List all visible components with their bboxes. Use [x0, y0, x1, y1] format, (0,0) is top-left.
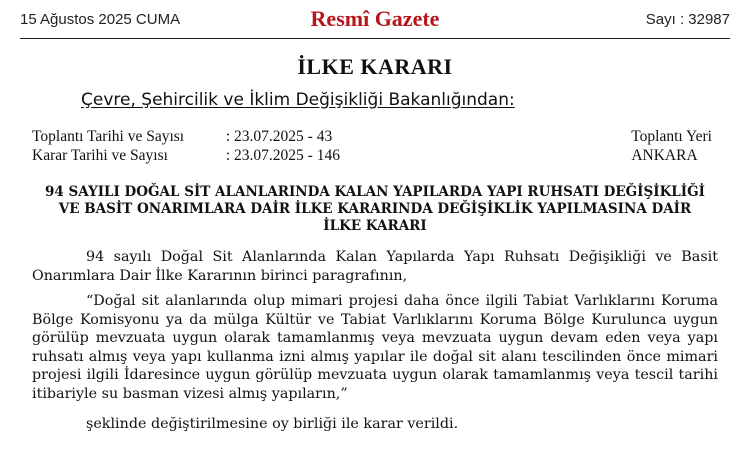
document-type: İLKE KARARI: [297, 54, 453, 79]
decision-value: : 23.07.2025 - 146: [225, 147, 340, 164]
gazette-title: Resmî Gazete: [310, 6, 440, 31]
meeting-value: : 23.07.2025 - 43: [225, 128, 333, 145]
decision-row: [32, 147, 340, 165]
quoted-amendment: “Doğal sit alanlarında olup mimari projesi daha önce ilgili Tabiat Varlıklarını Koruma Bölge Komisyonu ya da mülga Kültür ve Tabiat Varlıklarını Koruma Bölge Kurulunca uygun görülüp mevzuata uygun olarak tamamlanmış veya mevzuata uygun devam eden veya yapı ruhsatı almış veya yapı kullanma izni almış yapılar ile doğal sit alanı tescilinden önce mimari projesi ilgili İdaresince uygun görülüp mevzuata uygun olarak tamamlanmış veya tescil tarihi itibariyle su basman vizesi almış yapıların,”: [32, 293, 718, 402]
meeting-label: Toplantı Tarihi ve Sayısı: [32, 128, 185, 145]
meeting-place-value: ANKARA: [631, 147, 698, 164]
header-divider: [20, 38, 730, 39]
gazette-header: [20, 6, 730, 36]
meeting-row: [32, 128, 332, 146]
issue-number: Sayı : 32987: [645, 11, 730, 28]
closing-sentence: şeklinde değiştirilmesine oy birliği ile karar verildi.: [86, 416, 459, 432]
ministry-name: Çevre, Şehircilik ve İklim Değişikliği Bakanlığından:: [81, 90, 515, 110]
intro-paragraph: 94 sayılı Doğal Sit Alanlarında Kalan Yapılarda Yapı Ruhsatı Değişikliği ve Basit Onarımlara Dair İlke Kararının birinci paragrafının,: [32, 249, 718, 284]
decision-label: Karar Tarihi ve Sayısı: [32, 147, 168, 164]
decision-subject: 94 SAYILI DOĞAL SİT ALANLARINDA KALAN YAPILARDA YAPI RUHSATI DEĞİŞİKLİĞİ VE BASİT ONARIMLARA DAİR İLKE KARARINDA DEĞİŞİKLİK YAPILMASINA DAİR İLKE KARARI: [45, 184, 705, 234]
meeting-place-label: Toplantı Yeri: [631, 128, 712, 145]
publication-date: 15 Ağustos 2025 CUMA: [20, 11, 181, 28]
